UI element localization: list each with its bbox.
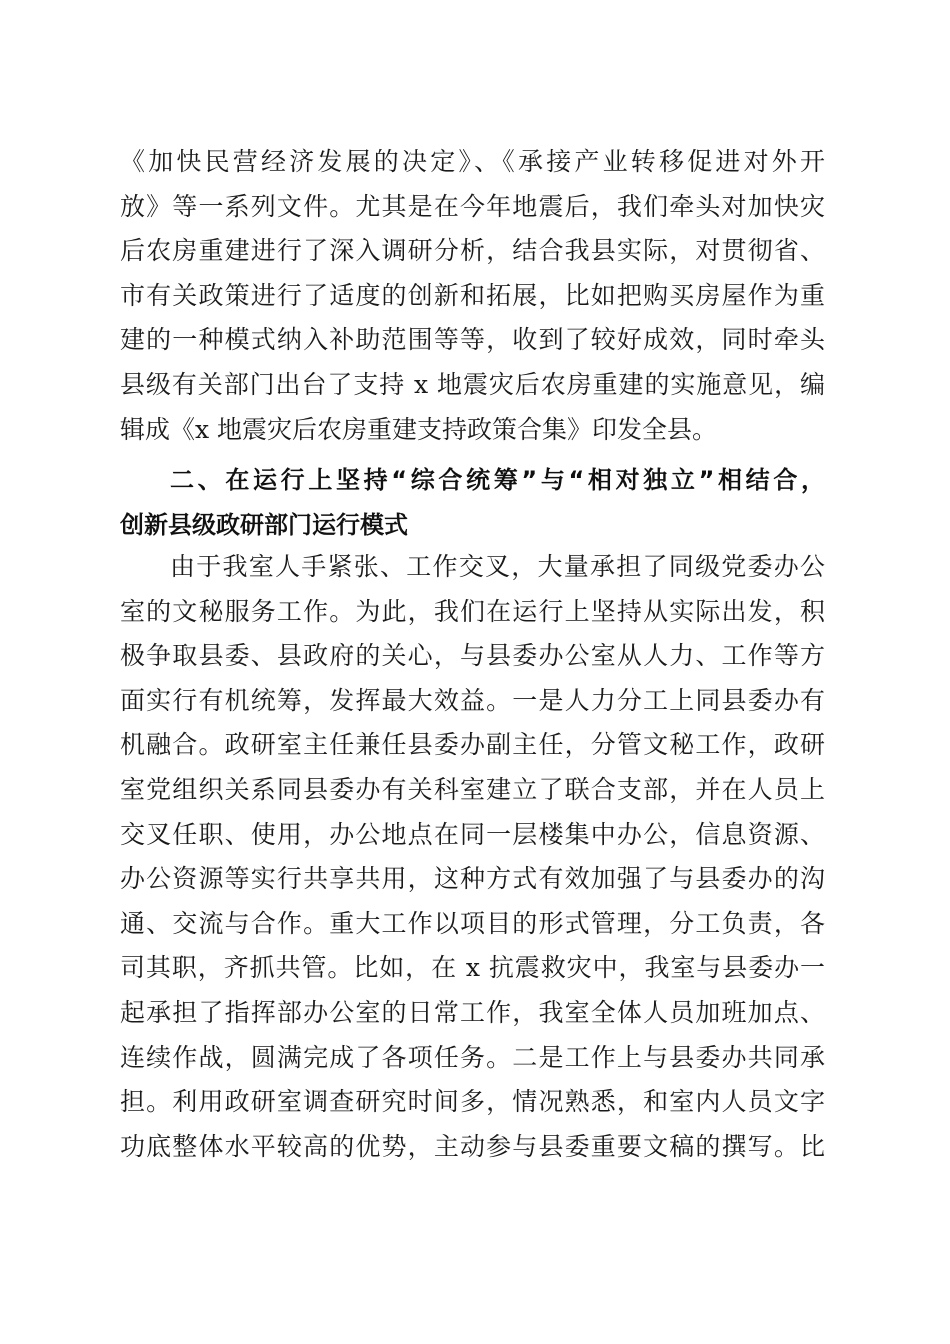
body-paragraph-1 [120, 140, 825, 452]
paragraph-line: 功底整体水平较高的优势，主动参与县委重要文稿的撰写。比 [120, 1131, 825, 1161]
heading-line: 二、在运行上坚持“综合统筹”与“相对独立”相结合， [170, 466, 825, 494]
body-paragraph-2 [120, 545, 825, 1169]
paragraph-line: 市有关政策进行了适度的创新和拓展，比如把购买房屋作为重 [120, 280, 825, 310]
paragraph-line: 县级有关部门出台了支持 x 地震灾后农房重建的实施意见，编 [120, 369, 825, 399]
paragraph-line: 连续作战，圆满完成了各项任务。二是工作上与县委办共同承 [120, 1042, 825, 1072]
paragraph-line: 极争取县委、县政府的关心，与县委办公室从人力、工作等方 [120, 641, 825, 671]
heading-line: 创新县级政研部门运行模式 [120, 510, 408, 539]
paragraph-line: 面实行有机统筹，发挥最大效益。一是人力分工上同县委办有 [120, 685, 825, 715]
paragraph-line: 建的一种模式纳入补助范围等等，收到了较好成效，同时牵头 [120, 325, 825, 355]
paragraph-line: 司其职，齐抓共管。比如，在 x 抗震救灾中，我室与县委办一 [120, 953, 825, 983]
paragraph-line: 担。利用政研室调查研究时间多，情况熟悉，和室内人员文字 [120, 1087, 825, 1117]
paragraph-line: 交叉任职、使用，办公地点在同一层楼集中办公，信息资源、 [120, 819, 825, 849]
paragraph-line: 机融合。政研室主任兼任县委办副主任，分管文秘工作，政研 [120, 730, 825, 760]
paragraph-line: 后农房重建进行了深入调研分析，结合我县实际，对贯彻省、 [120, 236, 825, 266]
paragraph-line: 办公资源等实行共享共用，这种方式有效加强了与县委办的沟 [120, 864, 825, 894]
paragraph-line: 辑成《x 地震灾后农房重建支持政策合集》印发全县。 [120, 414, 718, 444]
paragraph-line: 起承担了指挥部办公室的日常工作，我室全体人员加班加点、 [120, 997, 825, 1027]
paragraph-line: 室的文秘服务工作。为此，我们在运行上坚持从实际出发，积 [120, 596, 825, 626]
paragraph-line: 《加快民营经济发展的决定》、《承接产业转移促进对外开 [120, 147, 825, 176]
paragraph-line: 室党组织关系同县委办有关科室建立了联合支部，并在人员上 [120, 774, 825, 804]
paragraph-line: 放》等一系列文件。尤其是在今年地震后，我们牵头对加快灾 [120, 191, 825, 221]
paragraph-line: 由于我室人手紧张、工作交叉，大量承担了同级党委办公 [170, 552, 825, 581]
section-heading-2 [120, 458, 825, 547]
paragraph-line: 通、交流与合作。重大工作以项目的形式管理，分工负责，各 [120, 908, 825, 938]
